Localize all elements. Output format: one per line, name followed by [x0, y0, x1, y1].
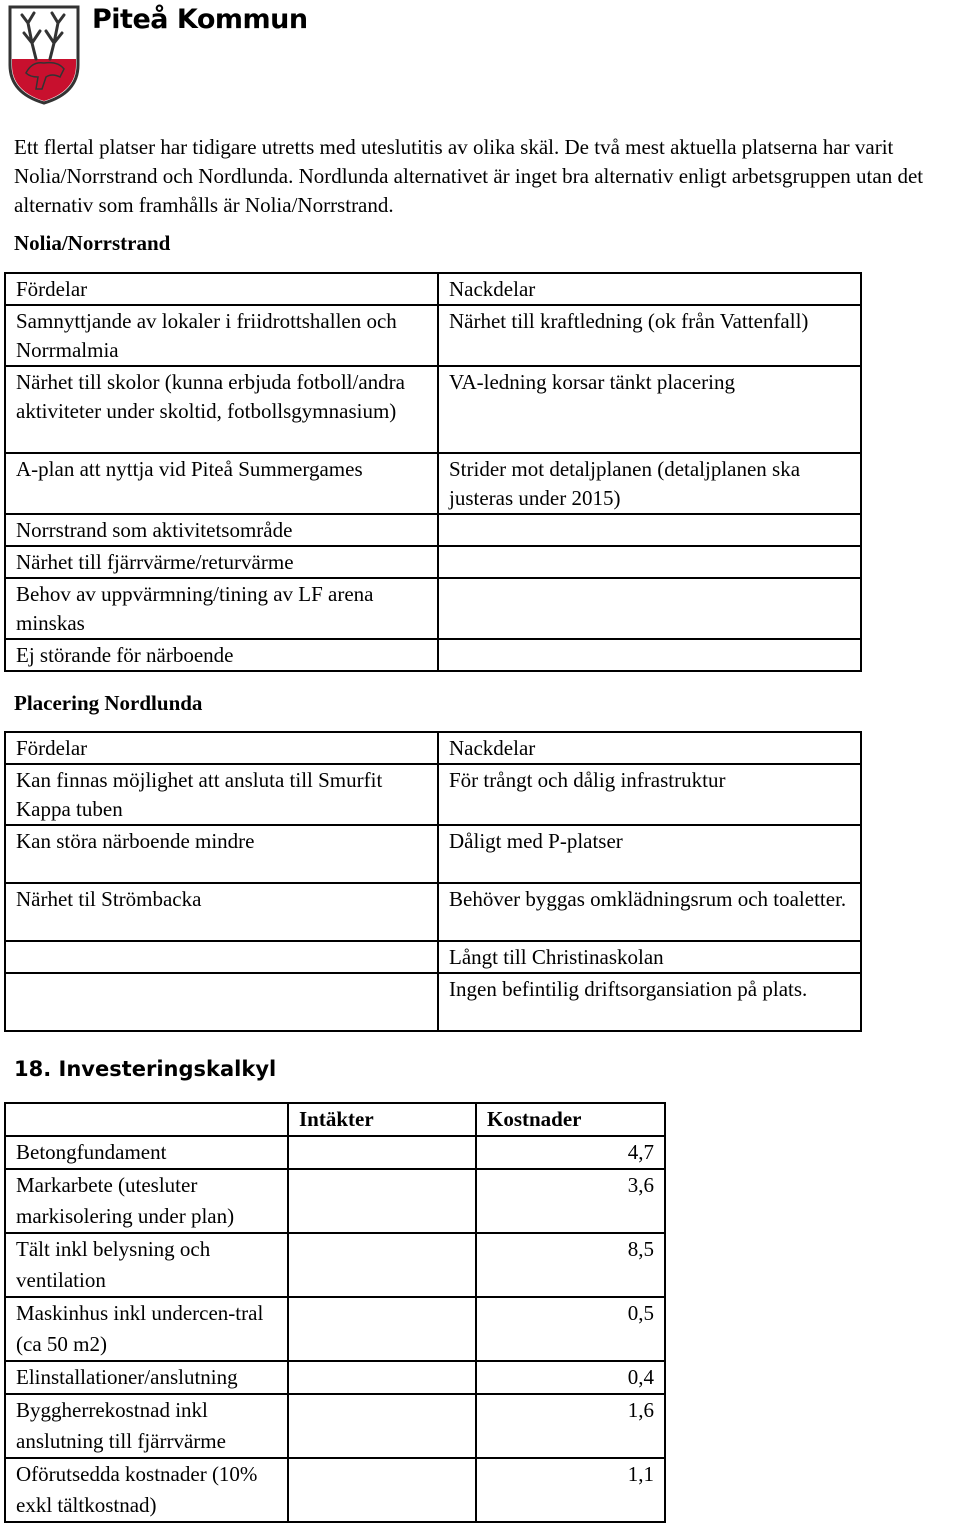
- con-cell: [438, 546, 861, 578]
- pro-cell: Närhet til Strömbacka: [5, 883, 438, 941]
- item-cell: Markarbete (utesluter markisolering under plan): [5, 1169, 288, 1233]
- cost-cell: 8,5: [476, 1233, 665, 1297]
- pros-header: Fördelar: [5, 273, 438, 305]
- con-cell: VA-ledning korsar tänkt placering: [438, 366, 861, 453]
- cost-cell: 1,1: [476, 1458, 665, 1522]
- table-row: [5, 1233, 665, 1297]
- pro-cell: Norrstrand som aktivitetsområde: [5, 514, 438, 546]
- table-row: [5, 305, 861, 366]
- income-cell: [288, 1458, 476, 1522]
- investment-heading: 18. Investeringskalkyl: [14, 1057, 277, 1081]
- cost-cell: 0,4: [476, 1361, 665, 1394]
- table-row: [5, 514, 861, 546]
- pros-header: Fördelar: [5, 732, 438, 764]
- con-cell: Behöver byggas omklädningsrum och toaletter.: [438, 883, 861, 941]
- item-cell: Tält inkl belysning och ventilation: [5, 1233, 288, 1297]
- cost-cell: 4,7: [476, 1136, 665, 1169]
- investment-table: [4, 1102, 666, 1523]
- pro-cell: [5, 941, 438, 973]
- table-row: [5, 941, 861, 973]
- pitea-coat-of-arms-logo: [6, 3, 82, 105]
- income-cell: [288, 1361, 476, 1394]
- table-row: [5, 1394, 665, 1458]
- table-row: [5, 453, 861, 514]
- table-row: [5, 1136, 665, 1169]
- table-row: [5, 546, 861, 578]
- item-cell: Maskinhus inkl undercen-tral (ca 50 m2): [5, 1297, 288, 1361]
- cons-header: Nackdelar: [438, 273, 861, 305]
- table-row: [5, 973, 861, 1031]
- income-cell: [288, 1136, 476, 1169]
- con-cell: [438, 514, 861, 546]
- pro-cell: Ej störande för närboende: [5, 639, 438, 671]
- table-header-row: [5, 273, 861, 305]
- pro-cell: Behov av uppvärmning/tining av LF arena minskas: [5, 578, 438, 639]
- nordlunda-heading: Placering Nordlunda: [14, 691, 203, 715]
- cons-header: Nackdelar: [438, 732, 861, 764]
- table-header-row: [5, 732, 861, 764]
- con-cell: Dåligt med P-platser: [438, 825, 861, 883]
- intro-paragraph: Ett flertal platser har tidigare utretts med uteslutitis av olika skäl. De två mest aktuella platserna har varit Nolia/Norrstrand och Nordlunda. Nordlunda alternativet är inget bra alternativ enligt arbetsgruppen utan det alternativ som framhålls är Nolia/Norrstrand.: [14, 135, 924, 217]
- cost-cell: 1,6: [476, 1394, 665, 1458]
- pro-cell: [5, 973, 438, 1031]
- cost-cell: 3,6: [476, 1169, 665, 1233]
- pro-cell: Kan störa närboende mindre: [5, 825, 438, 883]
- table-row: [5, 825, 861, 883]
- con-cell: [438, 578, 861, 639]
- income-cell: [288, 1297, 476, 1361]
- brand-name: Piteå Kommun: [92, 4, 308, 35]
- page-header: [0, 0, 960, 110]
- item-header: [5, 1103, 288, 1136]
- nordlunda-pros-cons-table: [4, 731, 862, 1032]
- table-row: [5, 1169, 665, 1233]
- con-cell: För trångt och dålig infrastruktur: [438, 764, 861, 825]
- income-header: Intäkter: [288, 1103, 476, 1136]
- item-cell: Betongfundament: [5, 1136, 288, 1169]
- income-cell: [288, 1169, 476, 1233]
- con-cell: Långt till Christinaskolan: [438, 941, 861, 973]
- table-row: [5, 578, 861, 639]
- nolia-heading: Nolia/Norrstrand: [14, 231, 171, 255]
- con-cell: [438, 639, 861, 671]
- con-cell: Närhet till kraftledning (ok från Vattenfall): [438, 305, 861, 366]
- income-cell: [288, 1233, 476, 1297]
- con-cell: Ingen befintilig driftsorgansiation på plats.: [438, 973, 861, 1031]
- table-row: [5, 1458, 665, 1522]
- con-cell: Strider mot detaljplanen (detaljplanen ska justeras under 2015): [438, 453, 861, 514]
- pro-cell: Samnyttjande av lokaler i friidrottshallen och Norrmalmia: [5, 305, 438, 366]
- table-row: [5, 1361, 665, 1394]
- pro-cell: Kan finnas möjlighet att ansluta till Smurfit Kappa tuben: [5, 764, 438, 825]
- item-cell: Byggherrekostnad inkl anslutning till fjärrvärme: [5, 1394, 288, 1458]
- cost-cell: 0,5: [476, 1297, 665, 1361]
- pro-cell: Närhet till fjärrvärme/returvärme: [5, 546, 438, 578]
- cost-header: Kostnader: [476, 1103, 665, 1136]
- table-header-row: [5, 1103, 665, 1136]
- table-row: [5, 1297, 665, 1361]
- item-cell: Oförutsedda kostnader (10% exkl tältkostnad): [5, 1458, 288, 1522]
- item-cell: Elinstallationer/anslutning: [5, 1361, 288, 1394]
- table-row: [5, 639, 861, 671]
- income-cell: [288, 1394, 476, 1458]
- pro-cell: A-plan att nyttja vid Piteå Summergames: [5, 453, 438, 514]
- table-row: [5, 366, 861, 453]
- table-row: [5, 883, 861, 941]
- nolia-pros-cons-table: [4, 272, 862, 672]
- table-row: [5, 764, 861, 825]
- pro-cell: Närhet till skolor (kunna erbjuda fotboll/andra aktiviteter under skoltid, fotbollsgymnasium): [5, 366, 438, 453]
